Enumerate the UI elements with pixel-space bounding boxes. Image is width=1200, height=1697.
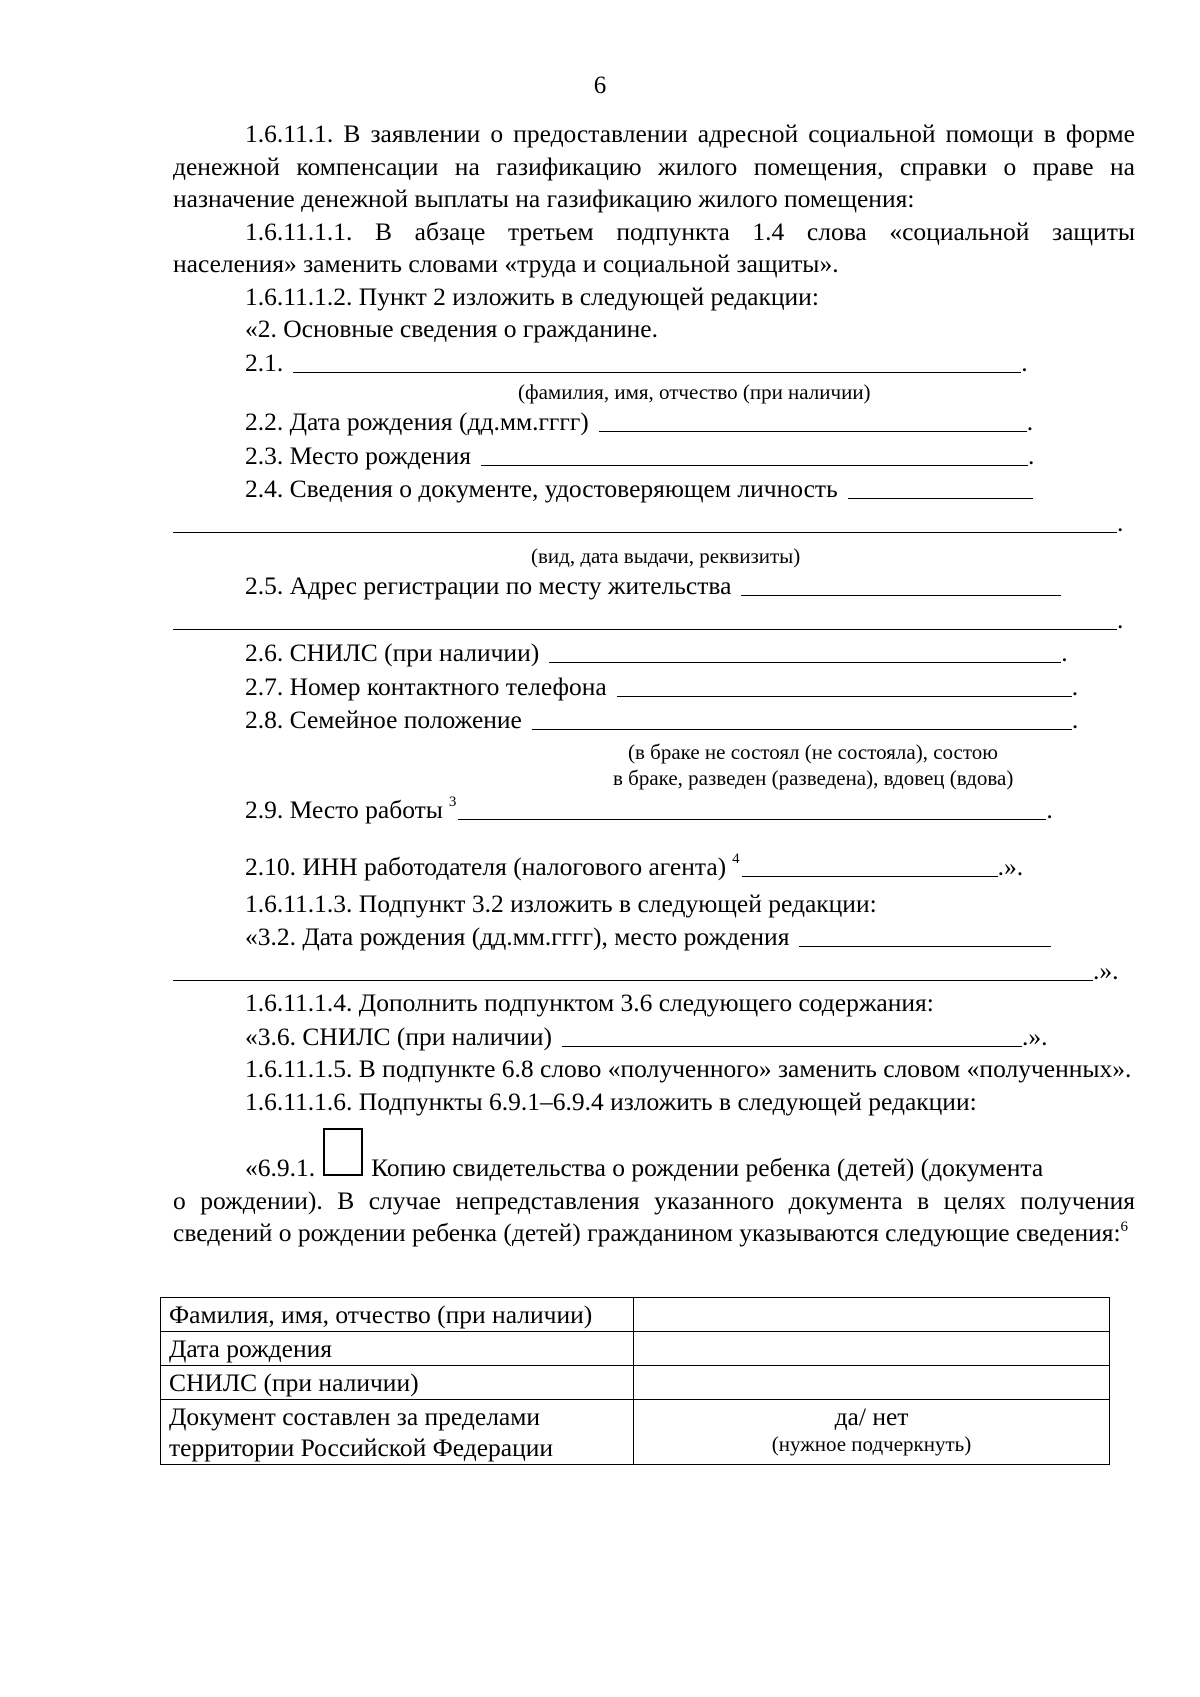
field-2-6-period: . xyxy=(1061,638,1068,667)
field-2-1-period: . xyxy=(1021,347,1028,377)
field-2-5-continuation xyxy=(173,603,1135,637)
table-cell-label: Документ составлен за пределами территории Российской Федерации xyxy=(161,1400,634,1465)
table-cell-label: Фамилия, имя, отчество (при наличии) xyxy=(161,1298,634,1332)
field-2-4-blank-line-2[interactable] xyxy=(173,508,1117,533)
field-2-10-label: 2.10. ИНН работодателя (налогового агента) xyxy=(245,852,727,881)
field-2-1-blank[interactable] xyxy=(293,348,1021,373)
field-3-2-continuation xyxy=(173,954,1135,988)
item-6-9-1-checkbox[interactable] xyxy=(323,1128,363,1176)
item-6-9-1-footnote: 6 xyxy=(1120,1219,1129,1235)
table-row xyxy=(161,1332,1110,1366)
child-info-table xyxy=(160,1297,1110,1465)
field-2-5-label: 2.5. Адрес регистрации по месту жительства xyxy=(245,571,732,600)
item-6-9-1-text-rest: о рождении). В случае непредставления указанного документа в целях получения сведений о рождении ребенка (детей) гражданином указываются следующие сведения: xyxy=(173,1185,1135,1247)
field-2-7-label: 2.7. Номер контактного телефона xyxy=(245,671,607,701)
field-2-4-continuation xyxy=(173,506,1135,540)
field-2-5-blank[interactable] xyxy=(741,571,1061,596)
field-2-4-hint: (вид, дата выдачи, реквизиты) xyxy=(531,544,801,568)
field-2-2-label: 2.2. Дата рождения (дд.мм.гггг) xyxy=(245,407,589,436)
field-2-6 xyxy=(173,636,1135,670)
field-2-2-blank[interactable] xyxy=(599,407,1027,432)
field-3-2-end: .». xyxy=(1093,955,1119,985)
paragraph-1-6-11-1-1: 1.6.11.1.1. В абзаце третьем подпункта 1.4 слова «социальной защиты населения» заменить словами «труда и социальной защиты». xyxy=(173,216,1135,278)
field-2-9-blank[interactable] xyxy=(458,795,1046,820)
paragraph-1-6-11-1-6: 1.6.11.1.6. Подпункты 6.9.1–6.9.4 изложить в следующей редакции: xyxy=(245,1086,977,1116)
table-row xyxy=(161,1400,1110,1465)
table-cell-label: СНИЛС (при наличии) xyxy=(161,1366,634,1400)
field-2-10-end: .». xyxy=(997,852,1024,881)
field-2-3 xyxy=(173,439,1135,473)
yes-no-option: да/ нет xyxy=(834,1402,909,1431)
field-2-3-blank[interactable] xyxy=(481,441,1028,466)
field-2-1-hint: (фамилия, имя, отчество (при наличии) xyxy=(518,380,871,404)
field-2-8-blank[interactable] xyxy=(532,705,1072,730)
field-3-2-blank-line-2[interactable] xyxy=(173,956,1093,981)
field-2-7-blank[interactable] xyxy=(617,672,1072,697)
field-3-2-blank[interactable] xyxy=(799,922,1051,947)
field-2-8-hint-line-1: (в браке не состоял (не состояла), состою xyxy=(628,739,998,764)
field-2-3-label: 2.3. Место рождения xyxy=(245,440,471,470)
field-2-10-footnote: 4 xyxy=(732,851,740,867)
item-6-9-1-text xyxy=(173,1185,1135,1254)
document-body xyxy=(173,118,1135,1254)
field-2-2 xyxy=(173,405,1135,439)
quote-section-2-title: «2. Основные сведения о гражданине. xyxy=(245,314,658,343)
field-3-2 xyxy=(173,920,1135,954)
field-2-2-period: . xyxy=(1026,407,1034,436)
field-2-8-period: . xyxy=(1071,705,1079,734)
table-row xyxy=(161,1366,1110,1400)
table-cell-value[interactable] xyxy=(634,1298,1110,1332)
field-3-6-blank[interactable] xyxy=(562,1022,1022,1047)
field-2-4-blank[interactable] xyxy=(848,474,1033,499)
field-2-8-hint-line-2: в браке, разведен (разведена), вдовец (вдова) xyxy=(613,765,1014,790)
paragraph-1-6-11-1-4: 1.6.11.1.4. Дополнить подпунктом 3.6 следующего содержания: xyxy=(245,988,934,1017)
field-2-9-label: 2.9. Место работы xyxy=(245,794,443,824)
field-2-9 xyxy=(173,793,1135,831)
paragraph-1-6-11-1: 1.6.11.1. В заявлении о предоставлении адресной социальной помощи в форме денежной компенсации на газификацию жилого помещения, справки о праве на назначение денежной выплаты на газификацию жилого помещения: xyxy=(173,119,1135,213)
underline-note: (нужное подчеркнуть) xyxy=(771,1432,972,1456)
table-cell-value[interactable] xyxy=(634,1400,1110,1465)
field-2-9-period: . xyxy=(1046,794,1053,824)
field-2-10-blank[interactable] xyxy=(742,852,998,877)
item-6-9-1-head xyxy=(173,1128,1135,1185)
field-2-1 xyxy=(173,346,1135,380)
paragraph-1-6-11-1-2: 1.6.11.1.2. Пункт 2 изложить в следующей редакции: xyxy=(245,281,819,311)
field-2-10 xyxy=(173,850,1135,888)
field-2-5-period: . xyxy=(1117,604,1124,634)
table-cell-value[interactable] xyxy=(634,1332,1110,1366)
page-number: 6 xyxy=(593,72,607,99)
field-3-6-end: .». xyxy=(1021,1021,1048,1051)
paragraph-1-6-11-1-5: 1.6.11.1.5. В подпункте 6.8 слово «полученного» заменить словом «полученных». xyxy=(245,1054,1132,1083)
field-2-4-label: 2.4. Сведения о документе, удостоверяющем личность xyxy=(245,474,838,503)
field-2-6-label: 2.6. СНИЛС (при наличии) xyxy=(245,638,540,667)
field-2-9-footnote: 3 xyxy=(448,793,457,810)
field-2-3-period: . xyxy=(1027,440,1035,470)
field-2-5 xyxy=(173,569,1135,603)
table-cell-label: Дата рождения xyxy=(161,1332,634,1366)
field-2-4-period: . xyxy=(1117,507,1124,537)
field-3-6 xyxy=(173,1020,1135,1054)
field-2-8 xyxy=(173,703,1135,737)
field-2-4 xyxy=(173,472,1135,506)
table-cell-value[interactable] xyxy=(634,1366,1110,1400)
paragraph-1-6-11-1-3: 1.6.11.1.3. Подпункт 3.2 изложить в следующей редакции: xyxy=(245,888,877,918)
field-2-7-period: . xyxy=(1071,671,1079,701)
field-2-7 xyxy=(173,670,1135,704)
field-2-5-blank-line-2[interactable] xyxy=(173,605,1117,630)
field-2-8-label: 2.8. Семейное положение xyxy=(245,705,522,734)
field-3-6-label: «3.6. СНИЛС (при наличии) xyxy=(245,1021,552,1051)
field-3-2-label: «3.2. Дата рождения (дд.мм.гггг), место рождения xyxy=(245,922,790,951)
table-row xyxy=(161,1298,1110,1332)
field-2-6-blank[interactable] xyxy=(549,638,1061,663)
item-6-9-1-number: «6.9.1. xyxy=(245,1153,316,1182)
item-6-9-1-text-head: Копию свидетельства о рождении ребенка (детей) (документа xyxy=(371,1153,1044,1182)
field-2-1-label: 2.1. xyxy=(245,347,284,377)
